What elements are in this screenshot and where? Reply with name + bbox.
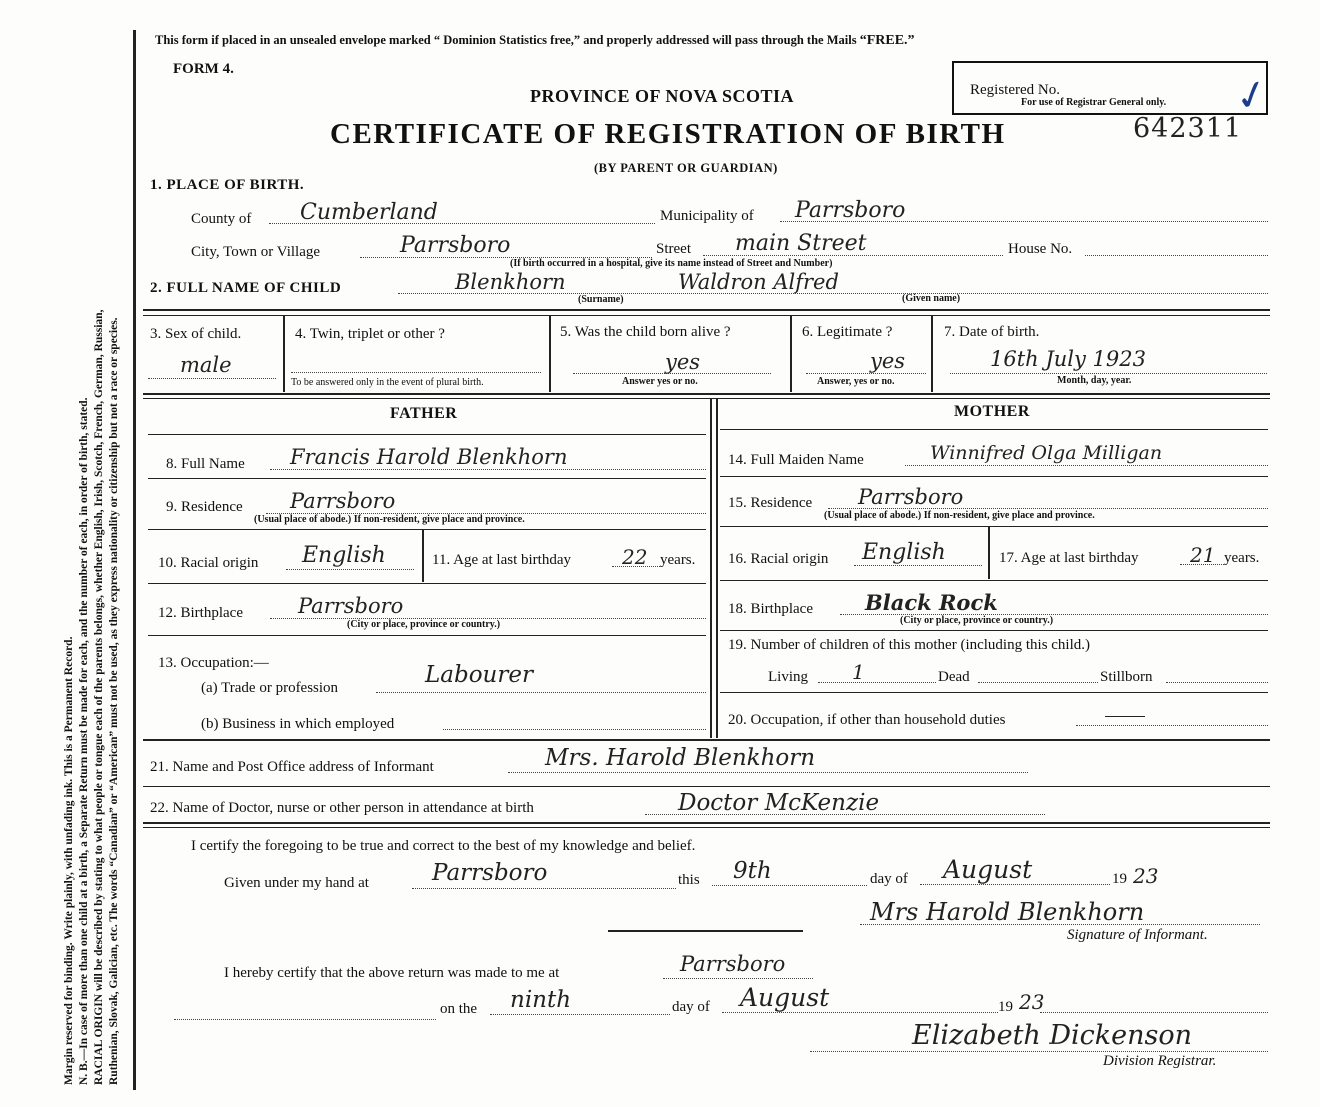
- stillborn-label: Stillborn: [1100, 669, 1153, 685]
- informant-label: 21. Name and Post Office address of Informant: [150, 759, 434, 775]
- informant-signature: Mrs Harold Blenkhorn: [870, 898, 1145, 926]
- given-year: 23: [1133, 864, 1159, 888]
- postal-notice: This form if placed in an unsealed envelope marked “ Dominion Statistics free,” and properly addressed will pass through the Mails “FREE.”: [155, 33, 915, 48]
- children-count-label: 19. Number of children of this mother (including this child.): [728, 637, 1091, 653]
- margin-line-3: RACIAL ORIGIN will be described by stating to what people or tongue each of the parents belongs, whether English, Irish, Scotch, French, German, Russian,: [93, 309, 105, 1085]
- dob-label: 7. Date of birth.: [944, 324, 1040, 340]
- father-name: Francis Harold Blenkhorn: [290, 445, 568, 469]
- page-title: CERTIFICATE OF REGISTRATION OF BIRTH: [330, 118, 1006, 150]
- city-label: City, Town or Village: [191, 244, 321, 260]
- mother-age: 21: [1190, 543, 1216, 567]
- father-heading: FATHER: [390, 405, 458, 422]
- mother-birthplace-label: 18. Birthplace: [728, 601, 813, 617]
- legitimate-value: yes: [870, 349, 906, 373]
- legitimate-label: 6. Legitimate ?: [802, 324, 893, 340]
- father-name-label: 8. Full Name: [166, 456, 245, 472]
- mother-race: English: [862, 540, 946, 565]
- twin-note: To be answered only in the event of plural birth.: [291, 377, 484, 388]
- street-label: Street: [656, 241, 691, 257]
- alive-label: 5. Was the child born alive ?: [560, 324, 731, 340]
- father-race-label: 10. Racial origin: [158, 555, 259, 571]
- mother-birthplace: Black Rock: [865, 590, 998, 615]
- given-day: 9th: [733, 858, 772, 884]
- on-the-label: on the: [440, 1001, 478, 1017]
- signature-caption: Signature of Informant.: [1067, 927, 1208, 943]
- father-age-label: 11. Age at last birthday: [432, 552, 571, 568]
- twin-label: 4. Twin, triplet or other ?: [295, 326, 445, 342]
- registrar-text: I hereby certify that the above return was made to me at: [224, 965, 560, 981]
- father-occupation-label: 13. Occupation:—: [158, 655, 269, 671]
- mother-residence-note: (Usual place of abode.) If non-resident, give place and province.: [824, 510, 1095, 521]
- county-value: Cumberland: [300, 200, 438, 225]
- registered-box: Registered No. For use of Registrar General only.: [952, 61, 1268, 115]
- father-birthplace-label: 12. Birthplace: [158, 605, 243, 621]
- sex-label: 3. Sex of child.: [150, 326, 242, 342]
- child-given-name: Waldron Alfred: [678, 270, 839, 294]
- father-birthplace: Parrsboro: [298, 594, 404, 618]
- doctor-label: 22. Name of Doctor, nurse or other person in attendance at birth: [150, 800, 534, 816]
- legitimate-note: Answer, yes or no.: [817, 376, 895, 387]
- this-label: this: [678, 872, 700, 888]
- given-month: August: [943, 855, 1033, 884]
- dob-value: 16th July 1923: [990, 347, 1147, 371]
- mother-years: years.: [1224, 550, 1260, 566]
- municipality-value: Parrsboro: [795, 198, 906, 223]
- mother-age-label: 17. Age at last birthday: [999, 550, 1139, 566]
- dead-label: Dead: [938, 669, 970, 685]
- county-label: County of: [191, 211, 252, 227]
- registrar-month: August: [740, 983, 830, 1012]
- father-years: years.: [660, 552, 696, 568]
- mother-name: Winnifred Olga Milligan: [930, 442, 1163, 464]
- place-heading: 1. PLACE OF BIRTH.: [150, 177, 305, 193]
- registrar-day-of: day of: [672, 999, 710, 1015]
- child-name-label: 2. FULL NAME OF CHILD: [150, 280, 342, 296]
- certify-text: I certify the foregoing to be true and correct to the best of my knowledge and belief.: [191, 838, 696, 854]
- registration-number: 642311: [1133, 113, 1243, 144]
- father-birthplace-note: (City or place, province or country.): [347, 619, 501, 630]
- registrar-year-prefix: 19: [998, 999, 1013, 1015]
- father-age: 22: [622, 545, 648, 569]
- father-residence-note: (Usual place of abode.) If non-resident, give place and province.: [254, 514, 525, 525]
- margin-notes: [62, 25, 122, 1085]
- mother-race-label: 16. Racial origin: [728, 551, 829, 567]
- father-residence-label: 9. Residence: [166, 499, 243, 515]
- margin-rule: [133, 30, 136, 1090]
- margin-line-2: N. B.—In case of more than one child at a birth, a Separate Return must be made for each, and the number of each, in order of birth, stated.: [78, 397, 90, 1085]
- margin-line-4: Ruthenian, Slovak, Galician, etc. The words “Canadian” or “American” must not be used, as they express nationality or citizenship but not a race or species.: [108, 317, 120, 1085]
- province-heading: PROVINCE OF NOVA SCOTIA: [530, 86, 795, 106]
- given-under-label: Given under my hand at: [224, 875, 369, 891]
- mother-heading: MOTHER: [954, 403, 1030, 420]
- father-trade: Labourer: [425, 662, 533, 688]
- alive-value: yes: [665, 350, 701, 374]
- day-of-label: day of: [870, 871, 908, 887]
- margin-line-1: Margin reserved for binding. Write plainly, with unfading ink. This is a Permanent Record.: [63, 636, 75, 1085]
- doctor-value: Doctor McKenzie: [678, 790, 880, 816]
- living-count: 1: [852, 660, 865, 684]
- mother-residence-label: 15. Residence: [728, 495, 813, 511]
- father-race: English: [302, 543, 386, 568]
- mother-name-label: 14. Full Maiden Name: [728, 452, 864, 468]
- registrar-year: 23: [1019, 990, 1045, 1014]
- father-business-label: (b) Business in which employed: [201, 716, 395, 732]
- subtitle: (BY PARENT OR GUARDIAN): [594, 161, 778, 175]
- house-label: House No.: [1008, 241, 1073, 257]
- mother-birthplace-note: (City or place, province or country.): [900, 615, 1054, 626]
- mother-residence: Parrsboro: [858, 485, 964, 509]
- father-residence: Parrsboro: [290, 489, 396, 513]
- living-label: Living: [768, 669, 808, 685]
- given-place: Parrsboro: [432, 860, 548, 886]
- registrar-place: Parrsboro: [680, 952, 786, 976]
- alive-note: Answer yes or no.: [622, 376, 698, 387]
- year-prefix: 19: [1112, 871, 1127, 887]
- city-value: Parrsboro: [400, 233, 511, 258]
- mother-occupation-label: 20. Occupation, if other than household duties: [728, 712, 1006, 728]
- surname-note: (Surname): [578, 294, 624, 305]
- registrar-signature: Elizabeth Dickenson: [912, 1020, 1193, 1051]
- check-mark-icon: ✓: [1229, 69, 1274, 122]
- given-note: (Given name): [902, 293, 961, 304]
- father-trade-label: (a) Trade or profession: [201, 680, 339, 696]
- sex-value: male: [180, 353, 232, 377]
- registrar-day: ninth: [510, 987, 572, 1013]
- registrar-caption: Division Registrar.: [1103, 1053, 1217, 1069]
- informant-value: Mrs. Harold Blenkhorn: [545, 745, 816, 771]
- form-number: FORM 4.: [173, 61, 234, 77]
- dob-note: Month, day, year.: [1057, 375, 1132, 386]
- municipality-label: Municipality of: [660, 208, 754, 224]
- street-value: main Street: [735, 231, 867, 256]
- child-surname: Blenkhorn: [455, 270, 566, 294]
- hospital-note: (If birth occurred in a hospital, give its name instead of Street and Number): [510, 258, 833, 269]
